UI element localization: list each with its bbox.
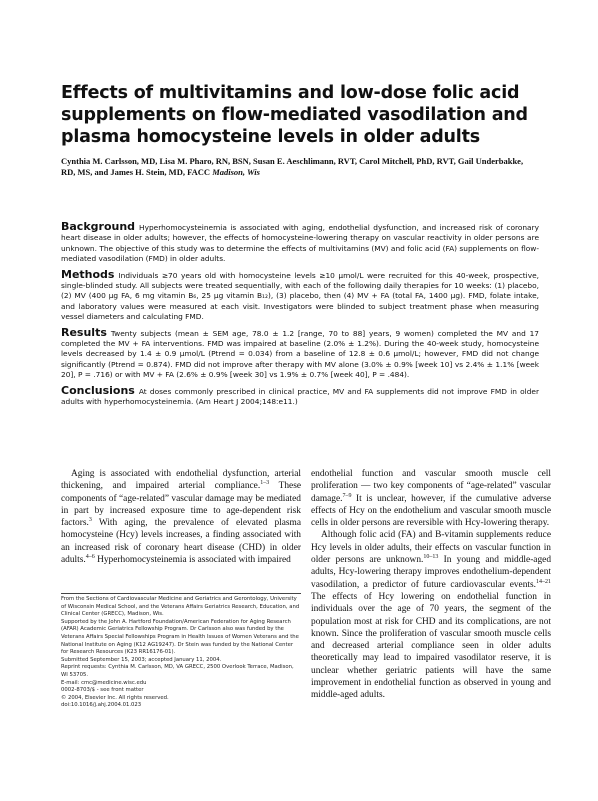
article-title: Effects of multivitamins and low-dose folic acid supplements on flow-mediated vasodilation and plasma homocysteine levels in older adults — [61, 83, 528, 147]
footnote-divider — [61, 593, 301, 594]
body-text: Aging is associated with endothelial dysfunction, arterial thickening, and impaired arterial compliance. — [61, 469, 301, 492]
body-text: endothelial function and vascular smooth muscle cell proliferation — two key components of “age-related” vascular damage. — [311, 469, 551, 504]
footnote-copyright: © 2004, Elsevier Inc. All rights reserved. — [61, 694, 169, 701]
footnote-support: Supported by the John A. Hartford Foundation/American Federation for Aging Research (AFAR) Academic Geriatrics Fellowship Program. Dr Carlsson also was funded by the Veterans Affairs Special Fellowships Program in Health Issues of Women Veterans and the National Institute on Aging (K12 AG19247). Dr Stein was funded by the National Center for Research Resources (K23 RR16176-01). — [61, 618, 299, 656]
body-column-right — [311, 468, 551, 702]
body-text: Hyperhomocysteinemia is associated with impaired — [94, 555, 291, 566]
footnote-issn: 0002-8703/$ - see front matter — [61, 687, 144, 694]
footnote-reprints: Reprint requests: Cynthia M. Carlsson, MD, VA GRECC, 2500 Overlook Terrace, Madison, WI 53705. — [61, 664, 294, 678]
footnote-submitted: Submitted September 15, 2003; accepted January 11, 2004. — [61, 656, 222, 663]
methods-text: Individuals ≥70 years old with homocysteine levels ≥10 μmol/L were recruited for this 40-week, prospective, single-blinded study. All subjects were treated sequentially, with each of the following daily therapies for 10 weeks: (1) placebo, (2) MV (400 μg FA, 6 mg vitamin B₆, 25 μg vitamin B₁₂), (3) placebo, then (4) MV + FA (total FA, 1400 μg). FMD, folate intake, and laboratory values were measured at each visit. Investigators were blinded to subject treatment phase when measuring vessel diameters and calculating FMD. — [61, 270, 539, 322]
footnote-doi: doi:10.1016/j.ahj.2004.01.023 — [61, 702, 142, 709]
footnote-affiliation: From the Sections of Cardiovascular Medicine and Geriatrics and Gerontology, University of Wisconsin Medical School, and the Veterans Affairs Geriatrics Research, Education, and Clinical Center (GRECC), Madison, Wis. — [61, 596, 300, 618]
background-text: Hyperhomocysteinemia is associated with aging, endothelial dysfunction, and increased risk of coronary heart disease in older adults; however, the effects of homocysteine-lowering therapy on vascular reactivity in older persons are unknown. The objective of this study was to determine the effects of multivitamins (MV) and folic acid (FA) supplements on flow-mediated vasodilation (FMD) in older adults. — [61, 223, 539, 264]
conclusions-heading: Conclusions — [61, 383, 135, 397]
abstract-background — [61, 222, 539, 265]
body-column-left — [61, 468, 301, 566]
author-location: Madison, Wis — [212, 167, 260, 177]
body-text: In young and middle-aged adults, Hcy-lowering therapy improves endothelium-dependent vasodilation, a predictor of future cardiovascular events. — [311, 555, 552, 590]
intro-paragraph-2 — [311, 529, 551, 701]
citation: 14–21 — [536, 578, 551, 585]
intro-paragraph-1 — [61, 468, 301, 566]
body-text: It is unclear, however, if the cumulative adverse effects of Hcy on the endothelium and vascular smooth muscle cells in older persons are reversible with Hcy-lowering therapy. — [311, 493, 551, 529]
body-text: With aging, the prevalence of elevated plasma homocysteine (Hcy) levels increases, a finding associated with an increased risk of coronary heart disease (CHD) in older adults. — [61, 518, 301, 566]
body-text: These components of “age-related” vascular damage may be mediated in part by increased exposure time to age-dependent risk factors. — [61, 481, 301, 529]
abstract-conclusions — [61, 383, 539, 408]
abstract — [61, 222, 539, 413]
body-text: Although folic acid (FA) and B-vitamin supplements reduce Hcy levels in older adults, their effects on vascular function in older persons are unknown. — [311, 530, 551, 566]
intro-paragraph-1-cont — [311, 468, 551, 529]
citation: 3 — [88, 517, 92, 524]
results-text: Twenty subjects (mean ± SEM age, 78.0 ± 1.2 [range, 70 to 88] years, 9 women) completed the MV and 17 completed the MV + FA interventions. FMD was impaired at baseline (2.0% ± 1.2%). During the 40-week study, homocysteine levels decreased by 1.4 ± 0.9 μmol/L (Ptrend = 0.034) from a baseline of 12.8 ± 0.6 μmol/L; however, FMD did not change significantly (Ptrend = 0.874). FMD did not improve after therapy with MV alone (3.0% ± 0.9% [week 10] vs 2.4% ± 1.1% [week 20], P = .716) or with MV + FA (2.6% ± 0.9% [week 30] vs 1.9% ± 0.7% [week 40], P = .484). — [61, 328, 539, 380]
citation: 1–3 — [260, 480, 270, 487]
results-heading: Results — [61, 325, 107, 339]
citation: 4–6 — [85, 553, 95, 560]
conclusions-text: At doses commonly prescribed in clinical practice, MV and FA supplements did not improve FMD in older adults with hyperhomocysteinemia. (Am Heart J 2004;148:e11.) — [61, 386, 539, 407]
abstract-results — [61, 325, 539, 381]
citation: 7–9 — [342, 492, 352, 499]
citation: 10–13 — [423, 553, 439, 560]
authors-names: Cynthia M. Carlsson, MD, Lisa M. Pharo, RN, BSN, Susan E. Aeschlimann, RVT, Carol Mitchell, PhD, RVT, Gail Underbakke, RD, MS, and James H. Stein, MD, FACC — [61, 156, 524, 177]
background-heading: Background — [61, 220, 136, 233]
footnote-email: E-mail: cmc@medicine.wisc.edu — [61, 679, 147, 686]
body-text: The effects of Hcy lowering on endothelial function in individuals over the age of 70 years, the segment of the population most at risk for CHD and its complications, are not known. Since the proliferation of vascular smooth muscle cells and decreased arterial compliance seen in older adults theoretically may lead to impaired vasodilator reserve, it is unclear whether geriatric patients will have the same improvement in endothelial function as observed in young and middle-aged adults. — [311, 591, 551, 701]
author-list — [61, 156, 539, 178]
methods-heading: Methods — [61, 267, 115, 281]
footnotes — [61, 596, 301, 710]
abstract-methods — [61, 267, 539, 323]
